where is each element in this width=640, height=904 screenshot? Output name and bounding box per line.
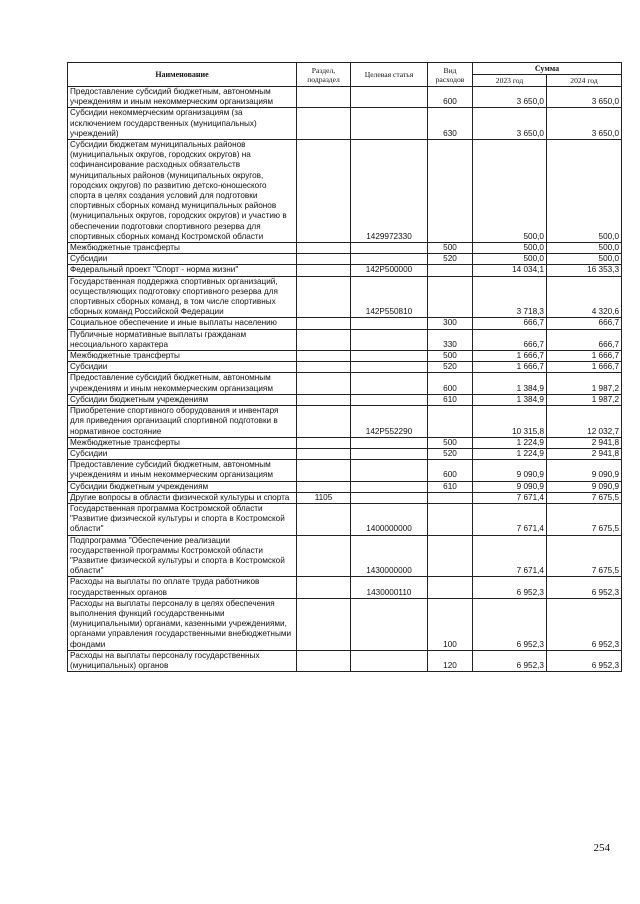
- budget-table: [67, 62, 622, 672]
- row-section: [297, 318, 351, 329]
- row-sum-2023: 6 952,3: [473, 598, 547, 650]
- row-expense-type: 100: [428, 598, 473, 650]
- table-row: [68, 503, 622, 535]
- row-expense-type: 600: [428, 87, 473, 108]
- row-sum-2023: 1 384,9: [473, 394, 547, 405]
- row-sum-2023: 1 384,9: [473, 373, 547, 394]
- row-section: [297, 437, 351, 448]
- table-row: [68, 492, 622, 503]
- row-sum-2023: 7 671,4: [473, 492, 547, 503]
- row-article: [351, 437, 428, 448]
- table-row: [68, 329, 622, 350]
- row-sum-2024: 500,0: [547, 243, 622, 254]
- row-name: Федеральный проект "Спорт - норма жизни": [68, 265, 297, 276]
- row-expense-type: 300: [428, 318, 473, 329]
- row-expense-type: 500: [428, 351, 473, 362]
- row-sum-2023: 1 666,7: [473, 351, 547, 362]
- row-name: Предоставление субсидий бюджетным, автономным учреждениям и иным некоммерческим организациям: [68, 87, 297, 108]
- row-name: Социальное обеспечение и иные выплаты населению: [68, 318, 297, 329]
- row-section: [297, 373, 351, 394]
- row-sum-2024: 1 987,2: [547, 373, 622, 394]
- row-sum-2024: 9 090,9: [547, 460, 622, 481]
- row-section: [297, 394, 351, 405]
- row-expense-type: 600: [428, 460, 473, 481]
- row-section: [297, 87, 351, 108]
- row-article: 142P550810: [351, 276, 428, 318]
- row-article: 1430000110: [351, 577, 428, 598]
- table-row: [68, 598, 622, 650]
- row-section: [297, 503, 351, 535]
- table-row: [68, 460, 622, 481]
- row-name: Субсидии некоммерческим организациям (за исключением государственных (муниципальных) учреждений): [68, 108, 297, 140]
- row-section: [297, 276, 351, 318]
- row-sum-2024: 7 675,5: [547, 503, 622, 535]
- header-sum: Сумма: [473, 63, 622, 75]
- row-name: Субсидии: [68, 448, 297, 459]
- header-year-2023: 2023 год: [473, 75, 547, 87]
- row-sum-2023: 3 650,0: [473, 108, 547, 140]
- row-expense-type: 520: [428, 448, 473, 459]
- row-expense-type: 630: [428, 108, 473, 140]
- row-sum-2024: 3 650,0: [547, 87, 622, 108]
- row-sum-2024: 6 952,3: [547, 598, 622, 650]
- row-sum-2023: 9 090,9: [473, 460, 547, 481]
- table-body: [68, 87, 622, 672]
- row-section: [297, 535, 351, 577]
- row-section: [297, 254, 351, 265]
- table-row: [68, 362, 622, 373]
- row-sum-2024: 500,0: [547, 254, 622, 265]
- table-row: [68, 577, 622, 598]
- row-section: [297, 406, 351, 438]
- row-expense-type: 520: [428, 362, 473, 373]
- row-expense-type: 610: [428, 481, 473, 492]
- row-name: Межбюджетные трансферты: [68, 437, 297, 448]
- row-article: 1400000000: [351, 503, 428, 535]
- row-name: Расходы на выплаты персоналу в целях обеспечения выполнения функций государственными (муниципальными) органами, казенными учреждениями, органами управления государственными внебюджетными фондами: [68, 598, 297, 650]
- row-section: [297, 650, 351, 671]
- row-article: 142P552290: [351, 406, 428, 438]
- row-expense-type: [428, 276, 473, 318]
- row-sum-2023: 7 671,4: [473, 503, 547, 535]
- row-sum-2024: 2 941,8: [547, 448, 622, 459]
- row-name: Расходы на выплаты по оплате труда работников государственных органов: [68, 577, 297, 598]
- row-article: [351, 650, 428, 671]
- table-row: [68, 254, 622, 265]
- row-name: Приобретение спортивного оборудования и инвентаря для приведения организаций спортивной подготовки в нормативное состояние: [68, 406, 297, 438]
- row-article: [351, 243, 428, 254]
- row-expense-type: [428, 406, 473, 438]
- row-expense-type: [428, 577, 473, 598]
- row-article: 1430000000: [351, 535, 428, 577]
- row-sum-2024: 1 666,7: [547, 362, 622, 373]
- row-name: Другие вопросы в области физической культуры и спорта: [68, 492, 297, 503]
- table-row: [68, 243, 622, 254]
- row-section: [297, 362, 351, 373]
- row-sum-2023: 1 224,9: [473, 437, 547, 448]
- table-row: [68, 265, 622, 276]
- table-header: [68, 63, 622, 87]
- row-expense-type: 120: [428, 650, 473, 671]
- row-article: [351, 373, 428, 394]
- row-section: [297, 140, 351, 243]
- row-section: [297, 108, 351, 140]
- row-section: [297, 243, 351, 254]
- row-name: Субсидии: [68, 254, 297, 265]
- row-name: Предоставление субсидий бюджетным, автономным учреждениям и иным некоммерческим организациям: [68, 373, 297, 394]
- row-expense-type: 520: [428, 254, 473, 265]
- row-sum-2023: 666,7: [473, 329, 547, 350]
- row-article: 1429972330: [351, 140, 428, 243]
- row-sum-2023: 6 952,3: [473, 650, 547, 671]
- table-row: [68, 406, 622, 438]
- row-article: [351, 492, 428, 503]
- row-section: [297, 598, 351, 650]
- row-sum-2023: 500,0: [473, 243, 547, 254]
- row-article: [351, 448, 428, 459]
- row-article: 142P500000: [351, 265, 428, 276]
- row-sum-2024: 3 650,0: [547, 108, 622, 140]
- table-row: [68, 108, 622, 140]
- page-number: 254: [593, 842, 610, 854]
- row-name: Субсидии бюджетным учреждениям: [68, 394, 297, 405]
- row-name: Расходы на выплаты персоналу государственных (муниципальных) органов: [68, 650, 297, 671]
- table-row: [68, 373, 622, 394]
- table-row: [68, 394, 622, 405]
- row-sum-2024: 6 952,3: [547, 650, 622, 671]
- row-sum-2024: 666,7: [547, 329, 622, 350]
- row-article: [351, 598, 428, 650]
- row-section: [297, 481, 351, 492]
- table-row: [68, 437, 622, 448]
- row-name: Предоставление субсидий бюджетным, автономным учреждениям и иным некоммерческим организациям: [68, 460, 297, 481]
- row-article: [351, 362, 428, 373]
- row-section: [297, 329, 351, 350]
- row-sum-2024: 7 675,5: [547, 492, 622, 503]
- row-article: [351, 329, 428, 350]
- row-expense-type: [428, 535, 473, 577]
- row-name: Межбюджетные трансферты: [68, 243, 297, 254]
- row-section: [297, 460, 351, 481]
- row-expense-type: [428, 503, 473, 535]
- table-row: [68, 351, 622, 362]
- row-name: Межбюджетные трансферты: [68, 351, 297, 362]
- row-name: Государственная поддержка спортивных организаций, осуществляющих подготовку спортивного резерва для спортивных сборных команд, в том числе спортивных сборных команд Российской Федерации: [68, 276, 297, 318]
- row-article: [351, 87, 428, 108]
- row-section: [297, 577, 351, 598]
- header-name: Наименование: [68, 63, 297, 87]
- row-sum-2024: 9 090,9: [547, 481, 622, 492]
- row-section: [297, 351, 351, 362]
- row-sum-2024: 7 675,5: [547, 535, 622, 577]
- table-row: [68, 140, 622, 243]
- row-expense-type: [428, 265, 473, 276]
- row-name: Подпрограмма "Обеспечение реализации государственной программы Костромской области "Развитие физической культуры и спорта в Костромской области": [68, 535, 297, 577]
- row-sum-2023: 1 666,7: [473, 362, 547, 373]
- row-sum-2024: 4 320,6: [547, 276, 622, 318]
- row-name: Субсидии бюджетам муниципальных районов (муниципальных округов, городских округов) на софинансирование расходных обязательств муниципальных районов (муниципальных округов, городских округов) по развитию детско-юношеского спорта в целях создания условий для подготовки спортивных сборных команд муниципальных районов (муниципальных округов, городских округов) и участию в обеспечении подготовки спортивного резерва для спортивных сборных команд Костромской области: [68, 140, 297, 243]
- row-expense-type: 610: [428, 394, 473, 405]
- row-sum-2023: 3 650,0: [473, 87, 547, 108]
- row-name: Субсидии бюджетным учреждениям: [68, 481, 297, 492]
- row-sum-2023: 6 952,3: [473, 577, 547, 598]
- row-expense-type: [428, 140, 473, 243]
- row-sum-2023: 3 718,3: [473, 276, 547, 318]
- row-sum-2024: 2 941,8: [547, 437, 622, 448]
- row-sum-2023: 500,0: [473, 254, 547, 265]
- row-name: Субсидии: [68, 362, 297, 373]
- row-expense-type: 600: [428, 373, 473, 394]
- header-year-2024: 2024 год: [547, 75, 622, 87]
- header-type: Вид расходов: [428, 63, 473, 87]
- row-article: [351, 394, 428, 405]
- row-sum-2023: 9 090,9: [473, 481, 547, 492]
- header-article: Целевая статья: [351, 63, 428, 87]
- row-section: [297, 448, 351, 459]
- table-row: [68, 535, 622, 577]
- row-expense-type: 500: [428, 243, 473, 254]
- row-article: [351, 351, 428, 362]
- row-article: [351, 318, 428, 329]
- row-article: [351, 108, 428, 140]
- row-sum-2023: 7 671,4: [473, 535, 547, 577]
- row-expense-type: 500: [428, 437, 473, 448]
- row-sum-2024: 16 353,3: [547, 265, 622, 276]
- row-expense-type: [428, 492, 473, 503]
- row-name: Государственная программа Костромской области "Развитие физической культуры и спорта в Костромской области": [68, 503, 297, 535]
- row-article: [351, 460, 428, 481]
- row-name: Публичные нормативные выплаты гражданам несоциального характера: [68, 329, 297, 350]
- header-section: Раздел, подраздел: [297, 63, 351, 87]
- row-section: 1105: [297, 492, 351, 503]
- row-sum-2024: 1 666,7: [547, 351, 622, 362]
- table-row: [68, 650, 622, 671]
- row-sum-2023: 14 034,1: [473, 265, 547, 276]
- row-sum-2024: 1 987,2: [547, 394, 622, 405]
- row-sum-2023: 1 224,9: [473, 448, 547, 459]
- table-row: [68, 276, 622, 318]
- row-sum-2024: 666,7: [547, 318, 622, 329]
- row-sum-2023: 10 315,8: [473, 406, 547, 438]
- row-section: [297, 265, 351, 276]
- row-article: [351, 481, 428, 492]
- row-sum-2024: 6 952,3: [547, 577, 622, 598]
- row-sum-2024: 12 032,7: [547, 406, 622, 438]
- row-expense-type: 330: [428, 329, 473, 350]
- row-sum-2024: 500,0: [547, 140, 622, 243]
- table-row: [68, 318, 622, 329]
- table-row: [68, 87, 622, 108]
- table-row: [68, 481, 622, 492]
- row-sum-2023: 500,0: [473, 140, 547, 243]
- table-row: [68, 448, 622, 459]
- row-article: [351, 254, 428, 265]
- row-sum-2023: 666,7: [473, 318, 547, 329]
